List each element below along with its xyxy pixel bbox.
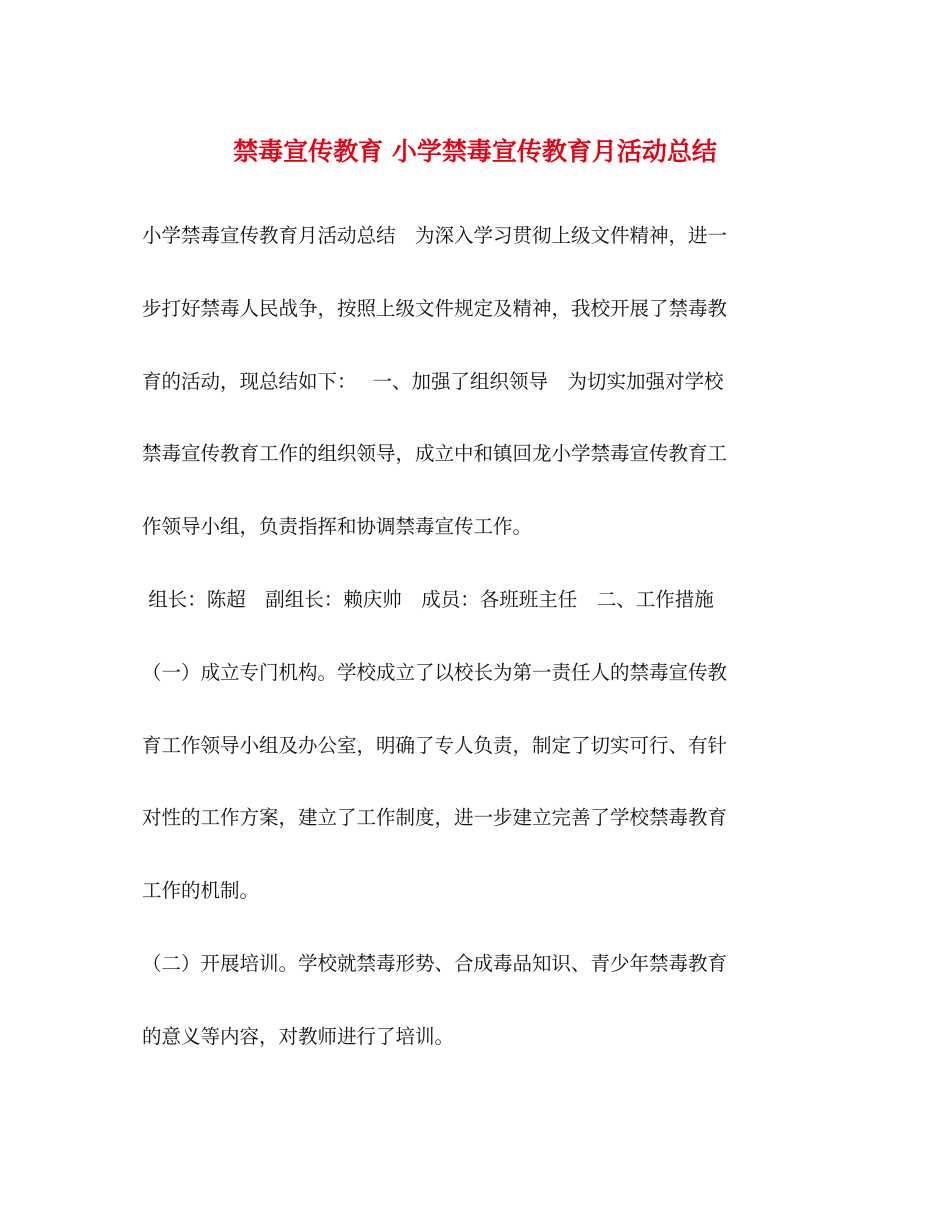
body-line-6: 组长：陈超 副组长：赖庆帅 成员：各班班主任 二、工作措施: [142, 587, 714, 611]
body-line-5: 作领导小组，负责指挥和协调禁毒宣传工作。: [142, 515, 533, 539]
document-body: [142, 216, 822, 1090]
document-title: 禁毒宣传教育 小学禁毒宣传教育月活动总结: [233, 137, 717, 166]
body-line-7: （一）成立专门机构。学校成立了以校长为第一责任人的禁毒宣传教: [142, 660, 728, 684]
body-line-11: （二）开展培训。学校就禁毒形势、合成毒品知识、青少年禁毒教育: [142, 951, 728, 975]
body-line-1: 小学禁毒宣传教育月活动总结 为深入学习贯彻上级文件精神，进一: [142, 224, 728, 247]
body-line-8: 育工作领导小组及办公室，明确了专人负责，制定了切实可行、有针: [142, 733, 728, 757]
body-line-12: 的意义等内容，对教师进行了培训。: [142, 1024, 455, 1048]
body-line-4: 禁毒宣传教育工作的组织领导，成立中和镇回龙小学禁毒宣传教育工: [142, 442, 728, 466]
body-line-2: 步打好禁毒人民战争，按照上级文件规定及精神，我校开展了禁毒教: [142, 296, 728, 320]
body-line-10: 工作的机制。: [142, 879, 260, 903]
body-line-9: 对性的工作方案，建立了工作制度，进一步建立完善了学校禁毒教育: [142, 806, 728, 830]
body-line-3: 育的活动，现总结如下： 一、加强了组织领导 为切实加强对学校: [142, 369, 724, 393]
